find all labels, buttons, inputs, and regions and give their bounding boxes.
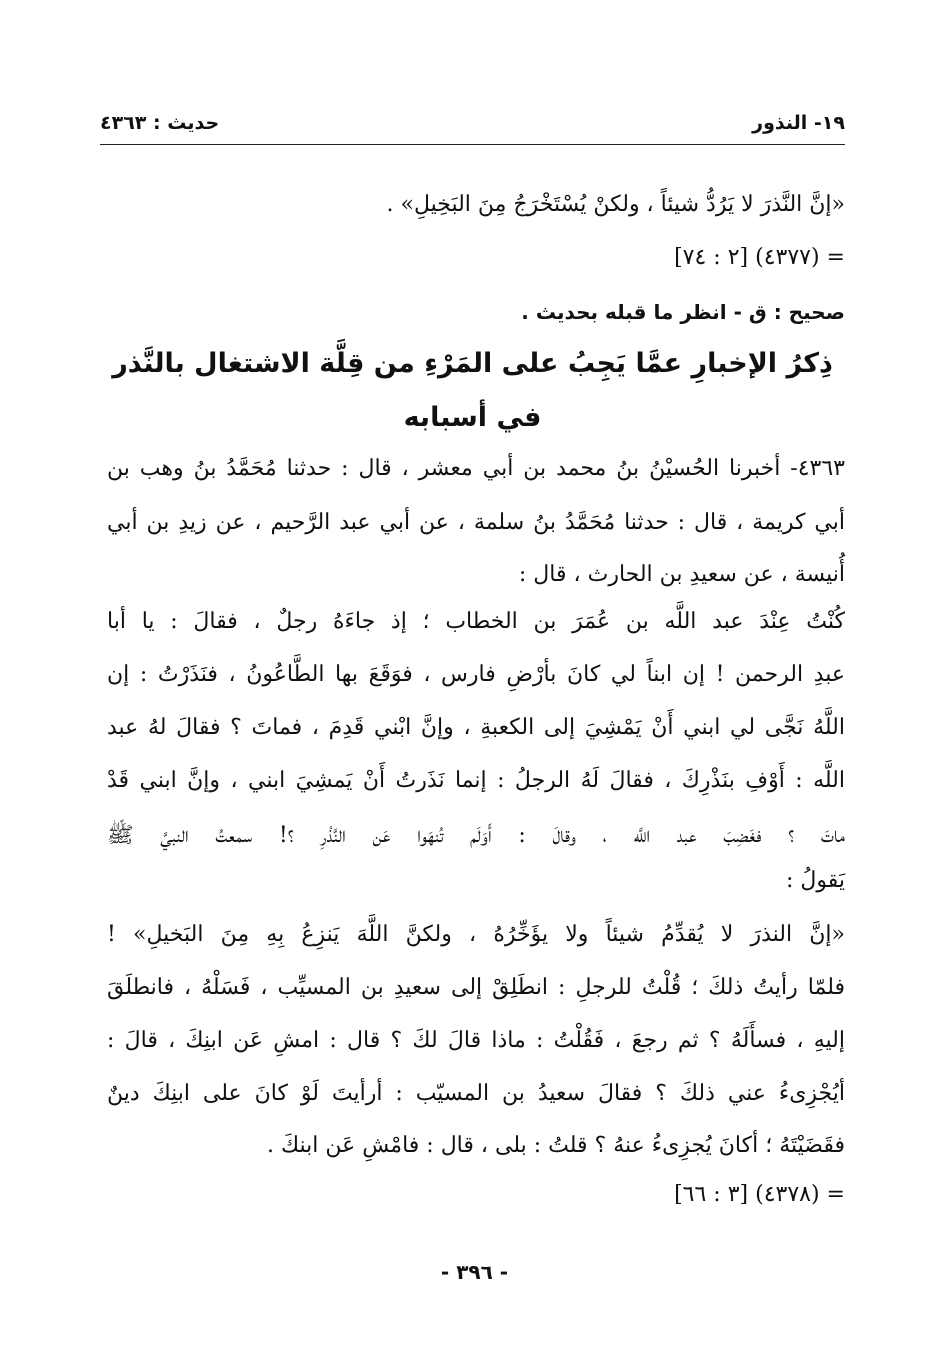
isnad-line: أُنيسة ، عن سعيدِ بن الحارث ، قال : xyxy=(518,562,845,587)
quote-line: أيُجْزِىءُ عني ذلكَ ؟ فقالَ سعيدُ بن المسيّب : أرأيتَ لَوْ كانَ على ابنِكَ دينٌ xyxy=(107,1081,845,1106)
quote-line: «إنَّ النذرَ لا يُقدِّمُ شيئاً ولا يؤَخِّرُهُ ، ولكنَّ اللَّهَ يَنزِعُ بِهِ مِنَ البَخيلِ» ! xyxy=(107,922,845,947)
story-line: اللَّه : أَوْفِ بنَذْرِكَ ، فقالَ لَهُ الرجلُ : إنما نَذَرتُ أَنْ يَمشِيَ ابني ، وإنَّ ابني قَدْ xyxy=(107,768,845,793)
previous-hadith-quote: «إنَّ النَّذرَ لا يَرُدُّ شيئاً ، ولكنْ يُسْتَخْرَجُ مِنَ البَخِيلِ» . xyxy=(386,192,845,217)
hadith-ref: = (٤٣٧٨) [٣ : ٦٦] xyxy=(674,1182,845,1207)
running-header xyxy=(100,108,845,145)
isnad-line: أبي كريمة ، قال : حدثنا مُحَمَّدُ بنُ سلمة ، عن أبي عبد الرَّحيم ، عن زيدِ بن أبي xyxy=(107,510,845,535)
previous-hadith-grade: صحيح : ق - انظر ما قبله بحديث . xyxy=(521,300,845,324)
section-title-line-1: ذِكرُ الإخبارِ عمَّا يَجِبُ على المَرْءِ من قِلَّة الاشتغال بالنَّذر xyxy=(112,348,833,379)
isnad-line: ٤٣٦٣- أخبرنا الحُسيْنُ بنُ محمد بن أبي معشر ، قال : حدثنا مُحَمَّدُ بنُ وهب بن xyxy=(107,456,845,481)
story-line: عبدِ الرحمن ! إن ابناً لي كانَ بأرْضِ فارس ، فوَقَعَ بها الطَّاعُونُ ، فنَذَرْتُ : إن xyxy=(107,662,845,687)
previous-hadith-ref: = (٤٣٧٧) [٢ : ٧٤] xyxy=(674,245,845,270)
section-title-line-2: في أسبابه xyxy=(403,402,542,433)
story-line: اللَّهُ نَجَّى لي ابني أَنْ يَمْشِيَ إلى الكعبةِ ، وإنَّ ابْني قَدِمَ ، فماتَ ؟ فقالَ لهُ عبد xyxy=(107,715,845,740)
hadith-reference: حديث : ٤٣٦٣ xyxy=(100,112,220,134)
page-number: - ٣٩٦ - xyxy=(440,1260,509,1284)
chapter-title: ١٩- النذور xyxy=(752,112,845,134)
story-line: ماتَ ؟ فغَضِبَ عبد اللَّه ، وقالَ : أَوَلَم تُنهَوا عَن النَّذْرِ ؟! سمعتُ النبيَّ ﷺ xyxy=(107,823,845,848)
quote-line: إليهِ ، فسأَلَهُ ؟ ثم رجعَ ، فَقُلْتُ : ماذا قالَ لكَ ؟ قال : امشِ عَن ابنِكَ ، قالَ : xyxy=(107,1028,846,1053)
quote-line: فقَضَيْتَهُ ؛ أكانَ يُجزِىءُ عنهُ ؟ قلتُ : بلى ، قال : فامْشِ عَن ابنكَ . xyxy=(266,1133,845,1158)
quote-line: فلمّا رأيتُ ذلكَ ؛ قُلْتُ للرجلِ : انطَلِقْ إلى سعيدِ بن المسيِّب ، فَسَلْهُ ، فانطلَقَ xyxy=(107,975,846,1000)
story-line: يَقولُ : xyxy=(785,868,845,893)
story-line: كُنْتُ عِنْدَ عبد اللَّه بن عُمَرَ بن الخطاب ؛ إذ جاءَهُ رجلٌ ، فقالَ : يا أبا xyxy=(107,609,845,634)
